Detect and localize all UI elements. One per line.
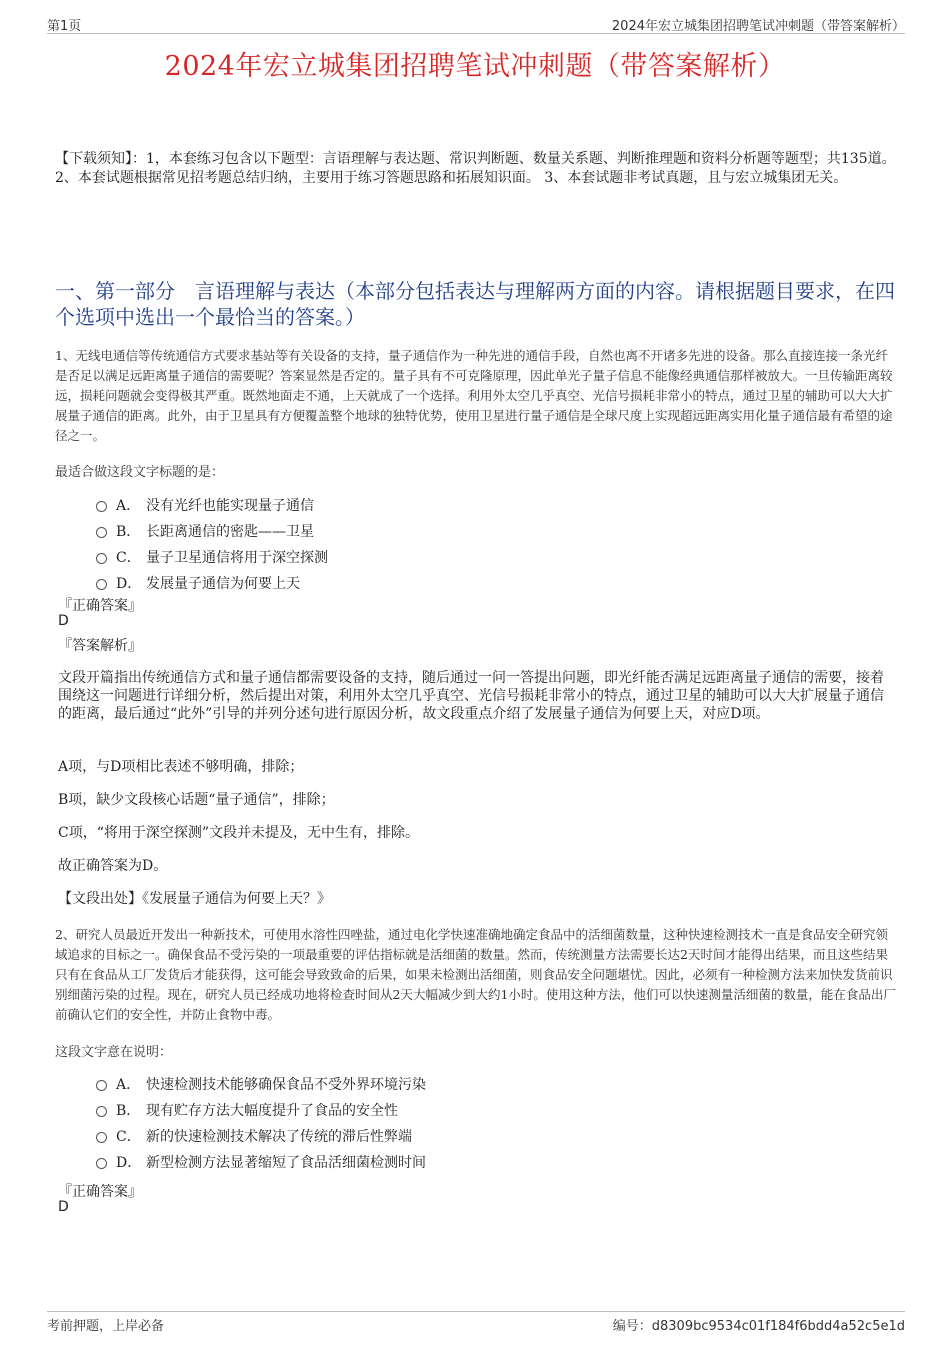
- option-text: 快速检测技术能够确保食品不受外界环境污染: [146, 1077, 426, 1093]
- question-1-answer-label: 『正确答案』: [58, 598, 142, 614]
- question-2-option-b[interactable]: [96, 1100, 398, 1120]
- question-1-option-c[interactable]: [96, 547, 328, 567]
- page-footer: [47, 1311, 905, 1334]
- option-letter: D．: [116, 1155, 142, 1171]
- option-letter: C．: [116, 550, 141, 566]
- radio-icon[interactable]: [96, 1132, 107, 1143]
- question-2-prompt: 这段文字意在说明：: [55, 1045, 173, 1060]
- question-2-answer-label: 『正确答案』: [58, 1184, 142, 1200]
- page-number: 第1页: [47, 19, 82, 34]
- option-text: 现有贮存方法大幅度提升了食品的安全性: [146, 1103, 398, 1119]
- question-1-analysis-c: C项，“将用于深空探测”文段并未提及，无中生有，排除。: [58, 825, 420, 841]
- option-text: 新的快速检测技术解决了传统的滞后性弊端: [146, 1129, 412, 1145]
- question-1-analysis-main: 文段开篇指出传统通信方式和量子通信都需要设备的支持，随后通过一问一答提出问题，即光纤能否满足远距离量子通信的需要，接着围绕这一问题进行详细分析，然后提出对策，利用外太空几乎真空、光信号损耗非常小的特点，通过卫星的辅助可以大大扩展量子通信的距离，最后通过“此外”引导的并列分述句进行原因分析，故文段重点介绍了发展量子通信为何要上天，对应D项。: [58, 670, 884, 722]
- question-2-text: 2、研究人员最近开发出一种新技术，可使用水溶性四唑盐，通过电化学快速准确地确定食品中的活细菌数量，这种快速检测技术一直是食品安全研究领域追求的目标之一。确保食品不受污染的一项最重要的评估指标就是活细菌的数量。然而，传统测量方法需要长达2天时间才能得出结果，而且这些结果只有在食品从工厂发货后才能获得，这可能会导致致命的后果，如果未检测出活细菌，则食品安全问题堪忧。因此，必须有一种检测方法来加快发货前识别细菌污染的过程。现在，研究人员已经成功地将检查时间从2天大幅减少到大约1小时。使用这种方法，他们可以快速测量活细菌的数量，能在食品出厂前确认它们的安全性，并防止食物中毒。: [55, 927, 896, 1022]
- radio-icon[interactable]: [96, 501, 107, 512]
- radio-icon[interactable]: [96, 553, 107, 564]
- option-text: 量子卫星通信将用于深空探测: [146, 550, 328, 566]
- question-1-text: 1、无线电通信等传统通信方式要求基站等有关设备的支持，量子通信作为一种先进的通信手段，自然也离不开诸多先进的设备。那么直接连接一条光纤是否足以满足远距离量子通信的需要呢？答案显然是否定的。量子具有不可克隆原理，因此单光子量子信息不能像经典通信那样被放大。一旦传输距离较远，损耗问题就会变得极其严重。既然地面走不通，上天就成了一个选择。利用外太空几乎真空、光信号损耗非常小的特点，通过卫星的辅助可以大大扩展量子通信的距离。此外，由于卫星具有方便覆盖整个地球的独特优势，使用卫星进行量子通信是全球尺度上实现超远距离实用化量子通信最有希望的途径之一。: [55, 348, 893, 443]
- question-1-option-b[interactable]: [96, 521, 314, 541]
- footer-code: 编号：d8309bc9534c01f184f6bdd4a52c5e1d: [612, 1319, 905, 1334]
- option-letter: B．: [116, 1103, 141, 1119]
- option-letter: A．: [116, 498, 141, 514]
- question-1-answer: D: [58, 613, 69, 629]
- option-letter: C．: [116, 1129, 141, 1145]
- radio-icon[interactable]: [96, 527, 107, 538]
- document-title: 2024年宏立城集团招聘笔试冲刺题（带答案解析）: [164, 51, 786, 82]
- option-letter: B．: [116, 524, 141, 540]
- question-1-option-d[interactable]: [96, 573, 300, 593]
- question-1-analysis-b: B项，缺少文段核心话题“量子通信”，排除；: [58, 792, 335, 808]
- question-1-analysis-label: 『答案解析』: [58, 638, 142, 654]
- question-2-option-a[interactable]: [96, 1074, 426, 1094]
- option-letter: D．: [116, 576, 142, 592]
- question-2-option-d[interactable]: [96, 1152, 426, 1172]
- question-2-option-c[interactable]: [96, 1126, 412, 1146]
- radio-icon[interactable]: [96, 1106, 107, 1117]
- option-text: 发展量子通信为何要上天: [146, 576, 300, 592]
- question-1-prompt: 最适合做这段文字标题的是：: [55, 465, 225, 480]
- question-1-analysis-conclusion: 故正确答案为D。: [58, 858, 168, 874]
- option-text: 长距离通信的密匙——卫星: [146, 524, 314, 540]
- radio-icon[interactable]: [96, 1158, 107, 1169]
- footer-slogan: 考前押题，上岸必备: [47, 1319, 165, 1334]
- page-header: [47, 13, 905, 34]
- question-1-analysis-a: A项，与D项相比表述不够明确，排除；: [58, 759, 304, 775]
- question-1-option-a[interactable]: [96, 495, 314, 515]
- option-text: 新型检测方法显著缩短了食品活细菌检测时间: [146, 1155, 426, 1171]
- header-doc-title: 2024年宏立城集团招聘笔试冲刺题（带答案解析）: [611, 19, 905, 34]
- option-letter: A．: [116, 1077, 141, 1093]
- section-heading: 一、第一部分 言语理解与表达（本部分包括表达与理解两方面的内容。请根据题目要求，在四个选项中选出一个最恰当的答案。）: [55, 279, 895, 329]
- question-1-source: 【文段出处】《发展量子通信为何要上天？》: [58, 891, 331, 907]
- download-notice: 【下载须知】：1，本套练习包含以下题型：言语理解与表达题、常识判断题、数量关系题、判断推理题和资料分析题等题型；共135道。 2、本套试题根据常见招考题总结归纳，主要用于练习答题思路和拓展知识面。 3、本套试题非考试真题，且与宏立城集团无关。: [55, 151, 896, 186]
- radio-icon[interactable]: [96, 579, 107, 590]
- question-2-answer: D: [58, 1199, 69, 1215]
- option-text: 没有光纤也能实现量子通信: [146, 498, 314, 514]
- radio-icon[interactable]: [96, 1080, 107, 1091]
